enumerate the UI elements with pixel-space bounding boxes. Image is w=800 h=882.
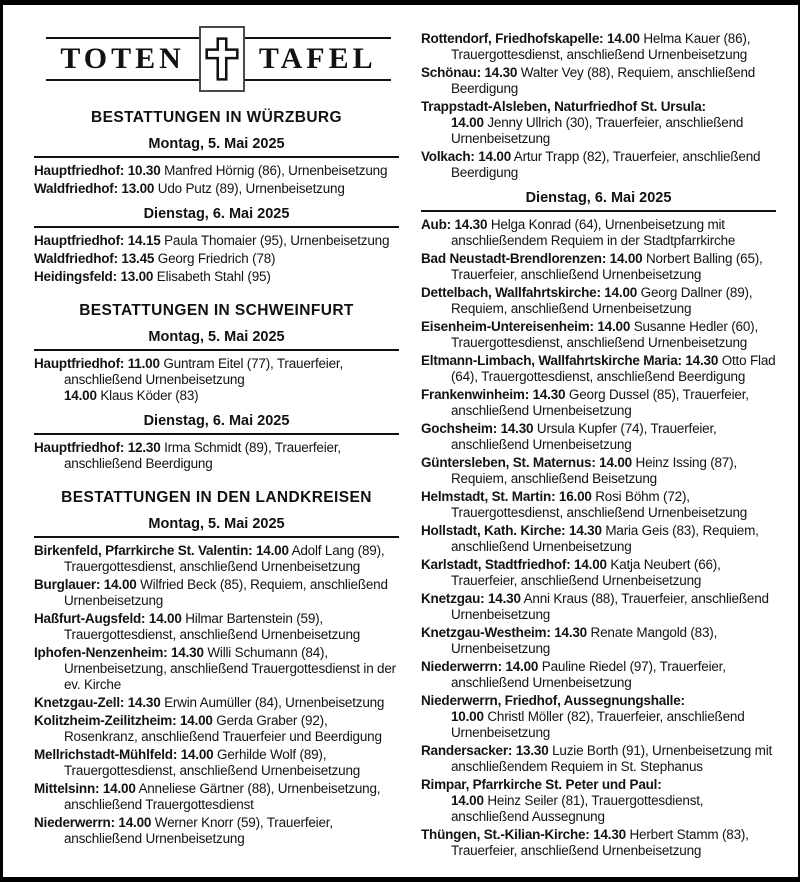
funeral-entry	[421, 743, 776, 775]
entry-bold-text: Hollstadt, Kath. Kirche: 14.30	[421, 523, 602, 538]
entry-line	[421, 353, 776, 385]
funeral-entry	[34, 163, 399, 179]
entry-line	[421, 777, 776, 793]
entry-bold-text: Niederwerrn: 14.00	[34, 815, 152, 830]
entry-text: Elisabeth Stahl (95)	[153, 269, 271, 284]
entry-text: Georg Friedrich (78)	[154, 251, 276, 266]
funeral-entry	[421, 827, 776, 859]
entry-bold-text: Waldfriedhof: 13.00	[34, 181, 155, 196]
date-rule	[34, 536, 399, 538]
funeral-entry	[421, 659, 776, 691]
entry-line	[421, 65, 776, 97]
entry-bold-text: Kolitzheim-Zeilitzheim: 14.00	[34, 713, 213, 728]
entry-line	[34, 577, 399, 609]
funeral-entry	[34, 251, 399, 267]
entry-bold-text: Birkenfeld, Pfarrkirche St. Valentin: 14.00	[34, 543, 289, 558]
entry-text: Herbert Stamm (83), Trauerfeier, anschließend Urnenbeisetzung	[451, 827, 749, 858]
entry-line	[421, 115, 776, 147]
entry-bold-text: Hauptfriedhof: 10.30	[34, 163, 161, 178]
entry-bold-text: Rottendorf, Friedhofskapelle: 14.00	[421, 31, 640, 46]
date-heading: Dienstag, 6. Mai 2025	[143, 413, 290, 429]
funeral-entry	[421, 217, 776, 249]
entry-text: Anneliese Gärtner (88), Urnenbeisetzung, anschließend Trauergottesdienst	[64, 781, 381, 812]
date-rule	[34, 226, 399, 228]
funeral-entry	[421, 591, 776, 623]
entry-bold-text: Mellrichstadt-Mühlfeld: 14.00	[34, 747, 214, 762]
entry-line	[421, 591, 776, 623]
entry-text: Artur Trapp (82), Trauerfeier, anschließend Beerdigung	[451, 149, 761, 180]
entry-text: Udo Putz (89), Urnenbeisetzung	[154, 181, 345, 196]
entry-text: Maria Geis (83), Requiem, anschließend Urnenbeisetzung	[451, 523, 759, 554]
entry-line	[421, 217, 776, 249]
entry-text: Ursula Kupfer (74), Trauerfeier, anschließend Urnenbeisetzung	[451, 421, 717, 452]
date-heading: Dienstag, 6. Mai 2025	[143, 206, 290, 222]
entry-bold-text: Mittelsinn: 14.00	[34, 781, 136, 796]
entry-bold-text: Niederwerrn, Friedhof, Aussegnungshalle:	[421, 693, 685, 708]
funeral-entry	[421, 777, 776, 825]
funeral-entry	[421, 557, 776, 589]
entry-line	[34, 695, 399, 711]
funeral-entry	[34, 781, 399, 813]
date-heading: Montag, 5. Mai 2025	[148, 516, 285, 532]
entry-bold-text: Frankenwinheim: 14.30	[421, 387, 566, 402]
entry-text: Klaus Köder (83)	[96, 388, 199, 403]
entry-bold-text: Heidingsfeld: 13.00	[34, 269, 154, 284]
funeral-entry	[34, 645, 399, 693]
entry-line	[34, 543, 399, 575]
funeral-entry	[421, 421, 776, 453]
entry-line	[421, 421, 776, 453]
funeral-entry	[34, 713, 399, 745]
entry-bold-text: Randersacker: 13.30	[421, 743, 549, 758]
funeral-entry	[421, 319, 776, 351]
logo-inner	[46, 26, 391, 92]
funeral-entry	[421, 693, 776, 741]
entry-text: Paula Thomaier (95), Urnenbeisetzung	[160, 233, 390, 248]
entry-line	[421, 149, 776, 181]
entry-line	[421, 625, 776, 657]
entry-bold-text: Bad Neustadt-Brendlorenzen: 14.00	[421, 251, 643, 266]
entry-bold-text: Knetzgau-Zell: 14.30	[34, 695, 161, 710]
logo-word-toten: TOTEN	[60, 42, 185, 75]
entry-text: Christl Möller (82), Trauerfeier, anschließend Urnenbeisetzung	[451, 709, 745, 740]
entry-bold-text: Gochsheim: 14.30	[421, 421, 534, 436]
entry-line	[421, 523, 776, 555]
funeral-entry	[421, 31, 776, 63]
cross-icon	[199, 26, 245, 92]
funeral-entry	[34, 356, 399, 404]
entry-text: Heinz Seiler (81), Trauergottesdienst, anschließend Aussegnung	[451, 793, 704, 824]
entry-line	[34, 713, 399, 745]
entry-text: Helma Kauer (86), Trauergottesdienst, anschließend Urnenbeisetzung	[451, 31, 751, 62]
date-rule	[34, 349, 399, 351]
date-rule	[34, 156, 399, 158]
entry-bold-text: Burglauer: 14.00	[34, 577, 137, 592]
entry-text: Susanne Hedler (60), Trauergottesdienst, anschließend Urnenbeisetzung	[451, 319, 759, 350]
entry-line	[421, 251, 776, 283]
funeral-entry	[421, 625, 776, 657]
entry-text: Heinz Issing (87), Requiem, anschließend Beisetzung	[451, 455, 737, 486]
entry-line	[421, 557, 776, 589]
entry-line	[421, 659, 776, 691]
entry-text: Erwin Aumüller (84), Urnenbeisetzung	[160, 695, 385, 710]
entry-bold-text: 14.00	[451, 793, 484, 808]
entry-text: Jenny Ullrich (30), Trauerfeier, anschließend Urnenbeisetzung	[451, 115, 744, 146]
entry-line	[34, 233, 399, 249]
entry-text: Luzie Borth (91), Urnenbeisetzung mit anschließendem Requiem in St. Stephanus	[451, 743, 773, 774]
entry-bold-text: Karlstadt, Stadtfriedhof: 14.00	[421, 557, 607, 572]
entry-text: Katja Neubert (66), Trauerfeier, anschließend Urnenbeisetzung	[451, 557, 721, 588]
funeral-entry	[34, 815, 399, 847]
column-left-blocks	[34, 109, 399, 847]
entry-text: Gerhilde Wolf (89), Trauergottesdienst, anschließend Urnenbeisetzung	[64, 747, 361, 778]
entry-text: Gerda Graber (92), Rosenkranz, anschließend Trauerfeier und Beerdigung	[64, 713, 382, 744]
funeral-entry	[34, 440, 399, 472]
content-columns	[3, 5, 798, 861]
entry-line	[34, 181, 399, 197]
entry-text: Wilfried Beck (85), Requiem, anschließend Urnenbeisetzung	[64, 577, 388, 608]
funeral-entry	[421, 285, 776, 317]
entry-bold-text: Trappstadt-Alsleben, Naturfriedhof St. Ursula:	[421, 99, 706, 114]
entry-bold-text: Volkach: 14.00	[421, 149, 511, 164]
entry-line	[421, 387, 776, 419]
entry-bold-text: Aub: 14.30	[421, 217, 488, 232]
funeral-entry	[421, 353, 776, 385]
funeral-entry	[421, 387, 776, 419]
entry-line	[421, 793, 776, 825]
date-heading: Montag, 5. Mai 2025	[148, 136, 285, 152]
entry-line	[34, 781, 399, 813]
entry-line	[34, 815, 399, 847]
entry-text: Pauline Riedel (97), Trauerfeier, anschließend Urnenbeisetzung	[451, 659, 726, 690]
entry-line	[34, 251, 399, 267]
column-right-blocks	[421, 31, 776, 859]
funeral-entry	[421, 489, 776, 521]
entry-bold-text: Hauptfriedhof: 11.00	[34, 356, 160, 371]
entry-bold-text: Waldfriedhof: 13.45	[34, 251, 155, 266]
entry-line	[421, 693, 776, 709]
date-heading: Montag, 5. Mai 2025	[148, 329, 285, 345]
entry-text: Werner Knorr (59), Trauerfeier, anschließend Urnenbeisetzung	[64, 815, 333, 846]
funeral-entry	[34, 233, 399, 249]
entry-bold-text: 14.00	[451, 115, 484, 130]
entry-line	[34, 388, 399, 404]
date-heading: Dienstag, 6. Mai 2025	[525, 190, 672, 206]
funeral-entry	[421, 99, 776, 147]
entry-bold-text: Dettelbach, Wallfahrtskirche: 14.00	[421, 285, 638, 300]
entry-bold-text: Rimpar, Pfarrkirche St. Peter und Paul:	[421, 777, 662, 792]
entry-line	[34, 163, 399, 179]
entry-line	[34, 356, 399, 388]
funeral-entry	[421, 523, 776, 555]
funeral-entry	[34, 695, 399, 711]
entry-line	[421, 743, 776, 775]
funeral-entry	[34, 181, 399, 197]
logo-word-tafel: TAFEL	[258, 42, 377, 75]
entry-line	[34, 645, 399, 693]
entry-text: Rosi Böhm (72), Trauergottesdienst, anschließend Urnenbeisetzung	[451, 489, 748, 520]
column-right	[421, 5, 776, 861]
entry-text: Otto Flad (64), Trauergottesdienst, anschließend Beerdigung	[451, 353, 776, 384]
entry-bold-text: Niederwerrn: 14.00	[421, 659, 539, 674]
entry-bold-text: Iphofen-Nenzenheim: 14.30	[34, 645, 204, 660]
totentafel-logo	[46, 26, 391, 92]
entry-line	[421, 31, 776, 63]
entry-line	[34, 611, 399, 643]
entry-bold-text: Eltmann-Limbach, Wallfahrtskirche Maria: 14.30	[421, 353, 719, 368]
entry-bold-text: Eisenheim-Untereisenheim: 14.00	[421, 319, 631, 334]
entry-line	[34, 269, 399, 285]
entry-bold-text: Hauptfriedhof: 12.30	[34, 440, 161, 455]
entry-line	[421, 709, 776, 741]
funeral-entry	[34, 747, 399, 779]
section-title: BESTATTUNGEN IN DEN LANDKREISEN	[61, 489, 372, 506]
entry-text: Guntram Eitel (77), Trauerfeier, anschließend Urnenbeisetzung	[64, 356, 344, 387]
entry-line	[34, 747, 399, 779]
entry-bold-text: Helmstadt, St. Martin: 16.00	[421, 489, 592, 504]
entry-line	[34, 440, 399, 472]
entry-text: Willi Schumann (84), Urnenbeisetzung, anschließend Trauergottesdienst in der ev. Kirche	[64, 645, 396, 692]
entry-line	[421, 99, 776, 115]
funeral-entry	[421, 251, 776, 283]
entry-line	[421, 455, 776, 487]
funeral-entry	[34, 543, 399, 575]
entry-bold-text: Schönau: 14.30	[421, 65, 518, 80]
funeral-entry	[421, 65, 776, 97]
funeral-entry	[421, 149, 776, 181]
funeral-entry	[34, 269, 399, 285]
funeral-entry	[34, 611, 399, 643]
entry-bold-text: Güntersleben, St. Maternus: 14.00	[421, 455, 632, 470]
entry-text: Walter Vey (88), Requiem, anschließend Beerdigung	[451, 65, 756, 96]
entry-bold-text: Knetzgau: 14.30	[421, 591, 521, 606]
entry-text: Georg Dussel (85), Trauerfeier, anschließend Urnenbeisetzung	[451, 387, 749, 418]
entry-bold-text: Thüngen, St.-Kilian-Kirche: 14.30	[421, 827, 626, 842]
entry-bold-text: Knetzgau-Westheim: 14.30	[421, 625, 587, 640]
entry-text: Renate Mangold (83), Urnenbeisetzung	[451, 625, 718, 656]
column-left	[34, 5, 399, 861]
entry-text: Helga Konrad (64), Urnenbeisetzung mit anschließendem Requiem in der Stadtpfarrkirche	[451, 217, 736, 248]
entry-line	[421, 489, 776, 521]
section-title: BESTATTUNGEN IN WÜRZBURG	[91, 109, 342, 126]
funeral-entry	[34, 577, 399, 609]
date-rule	[34, 433, 399, 435]
entry-text: Manfred Hörnig (86), Urnenbeisetzung	[160, 163, 388, 178]
entry-bold-text: Hauptfriedhof: 14.15	[34, 233, 161, 248]
entry-line	[421, 285, 776, 317]
entry-text: Hilmar Bartenstein (59), Trauergottesdienst, anschließend Urnenbeisetzung	[64, 611, 361, 642]
entry-line	[421, 827, 776, 859]
section-title: BESTATTUNGEN IN SCHWEINFURT	[79, 302, 354, 319]
entry-line	[421, 319, 776, 351]
entry-text: Anni Kraus (88), Trauerfeier, anschließend Urnenbeisetzung	[451, 591, 769, 622]
date-rule	[421, 210, 776, 212]
entry-text: Irma Schmidt (89), Trauerfeier, anschließend Beerdigung	[64, 440, 341, 471]
funeral-entry	[421, 455, 776, 487]
entry-text: Adolf Lang (89), Trauergottesdienst, anschließend Urnenbeisetzung	[64, 543, 385, 574]
entry-text: Norbert Balling (65), Trauerfeier, anschließend Urnenbeisetzung	[451, 251, 763, 282]
entry-bold-text: 10.00	[451, 709, 484, 724]
entry-bold-text: 14.00	[64, 388, 97, 403]
entry-text: Georg Dallner (89), Requiem, anschließend Urnenbeisetzung	[451, 285, 753, 316]
entry-bold-text: Haßfurt-Augsfeld: 14.00	[34, 611, 182, 626]
